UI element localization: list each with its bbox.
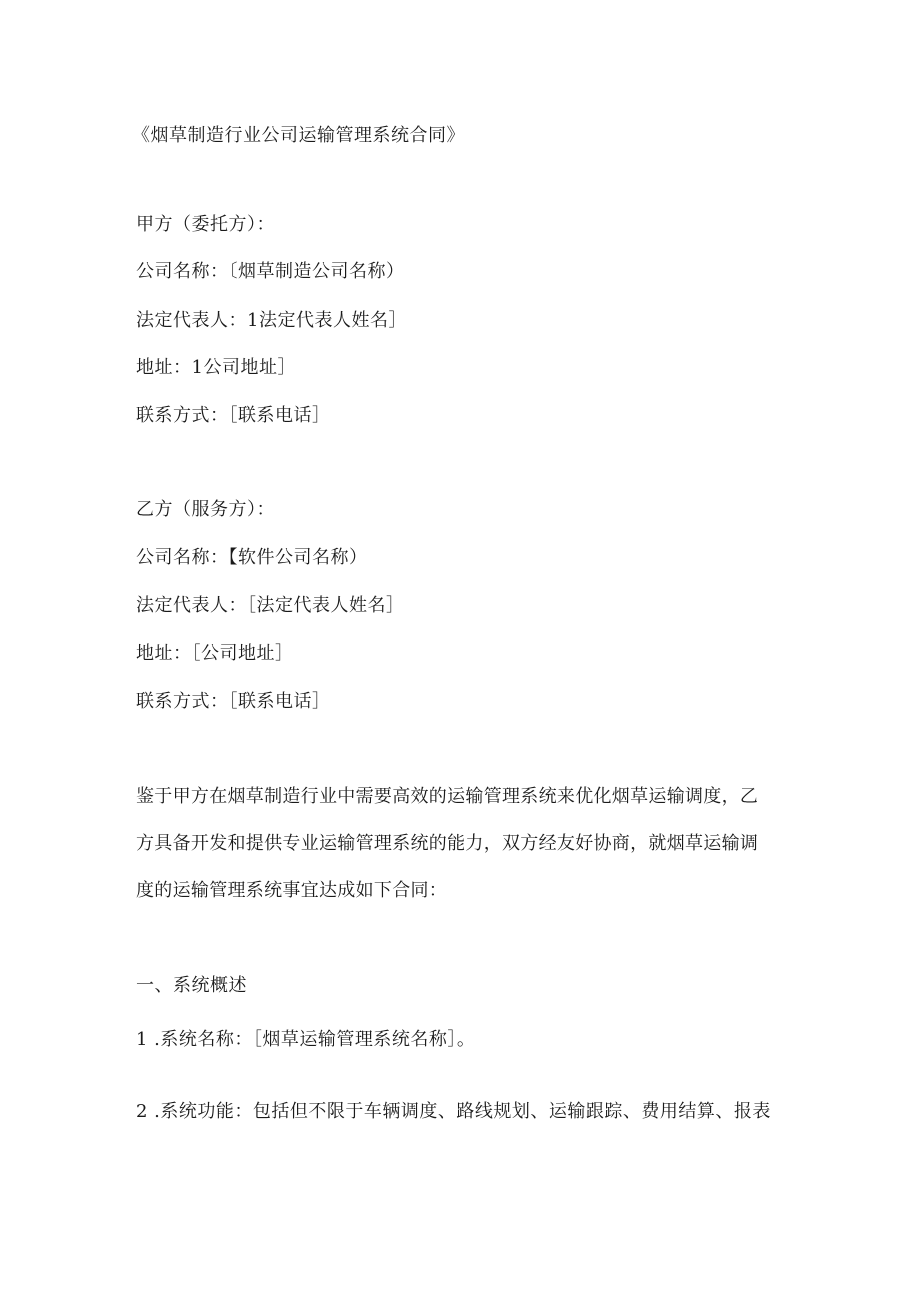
section-1-item-2: 2 .系统功能：包括但不限于车辆调度、路线规划、运输跟踪、费用结算、报表 bbox=[136, 1101, 771, 1122]
party-b-company: 公司名称：【软件公司名称） bbox=[136, 547, 368, 568]
preamble-line: 度的运输管理系统事宜达成如下合同： bbox=[136, 880, 448, 901]
party-a-representative: 法定代表人：1法定代表人姓名］ bbox=[136, 310, 407, 331]
party-a-address: 地址：1公司地址］ bbox=[136, 357, 296, 378]
section-1-heading: 一、系统概述 bbox=[136, 975, 247, 996]
preamble-line: 方具备开发和提供专业运输管理系统的能力，双方经友好协商，就烟草运输调 bbox=[136, 833, 759, 854]
party-a-company: 公司名称：〔烟草制造公司名称） bbox=[136, 261, 405, 282]
preamble-paragraph bbox=[136, 773, 776, 914]
document-title: 《烟草制造行业公司运输管理系统合同》 bbox=[132, 125, 465, 146]
party-a-contact: 联系方式：［联系电话］ bbox=[136, 405, 331, 426]
party-b-representative: 法定代表人：［法定代表人姓名］ bbox=[136, 595, 405, 616]
party-b-address: 地址：［公司地址］ bbox=[136, 643, 294, 664]
section-1-item-1: 1 .系统名称：［烟草运输管理系统名称］。 bbox=[136, 1029, 476, 1050]
party-a-heading: 甲方（委托方）： bbox=[136, 214, 275, 235]
preamble-line: 鉴于甲方在烟草制造行业中需要高效的运输管理系统来优化烟草运输调度，乙 bbox=[136, 786, 759, 807]
party-b-contact: 联系方式：［联系电话］ bbox=[136, 691, 331, 712]
party-b-heading: 乙方（服务方）： bbox=[136, 499, 275, 520]
